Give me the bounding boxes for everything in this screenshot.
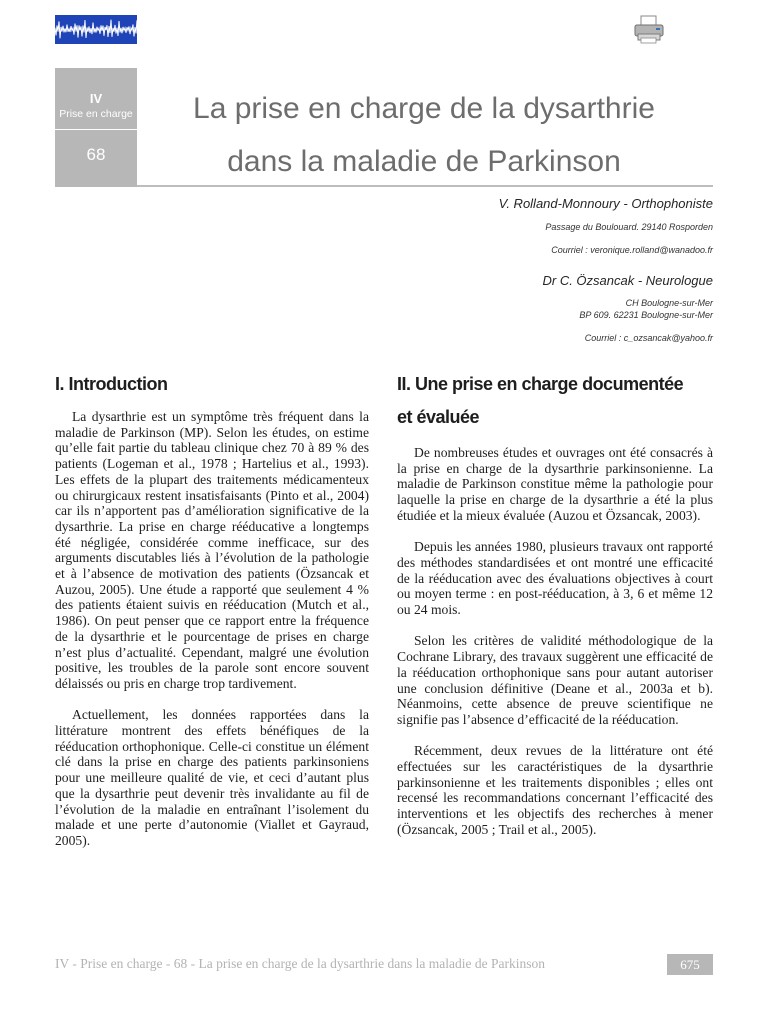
title-line-2: dans la maladie de Parkinson [227, 145, 621, 178]
footer-running-title: IV - Prise en charge - 68 - La prise en charge de la dysarthrie dans la maladie de Parkinson [55, 956, 545, 971]
heading-line-1: II. Une prise en charge documentée [397, 374, 684, 394]
documented-paragraph-1: De nombreuses études et ouvrages ont été consacrés à la prise en charge de la dysarthrie parkinsonienne. La maladie de Parkinson constitue même la pathologie pour laquelle la prise en charge de la dysarthrie a été la plus étudiée et la mieux évaluée (Auzou et Özsancak, 2003). [397, 445, 713, 523]
section-number: IV [89, 91, 103, 106]
documented-paragraph-3: Selon les critères de validité méthodologique de la Cochrane Library, des travaux suggèrent une efficacité de la rééducation orthophonique sans pour autant autoriser une conclusion définitive (Deane et al., 2003a et b). Néanmoins, cette absence de preuve scientifique ne signifie pas l’absence d’efficacité de la rééducation. [397, 633, 713, 727]
footer-page-number: 675 [667, 954, 713, 975]
author-2-name: Dr C. Özsancak - Neurologue [542, 273, 713, 288]
waveform-logo-icon [55, 15, 137, 44]
section-heading-introduction: I. Introduction [55, 374, 168, 394]
author-1-address: Passage du Boulouard. 29140 Rosporden [545, 222, 713, 232]
intro-paragraph-1: La dysarthrie est un symptôme très fréquent dans la maladie de Parkinson (MP). Selon les études, on estime qu’elle fait partie du tableau clinique chez 70 à 89 % des patients (Logeman et al., 1978 ; Hartelius et al., 1993). Les effets de la plupart des traitements médicamenteux ou chirurgicaux restent insatisfaisants (Pinto et al., 2004) car ils n’apportent pas d’amélioration significative de la dysarthrie. La prise en charge rééducative a longtemps été négligée, considérée comme inefficace, sur des arguments discutables liés à l’évolution de la pathologie et à l’absence de motivation des patients (Özsancak et Auzou, 2005). Une étude a rapporté que seulement 4 % des patients étaient suivis en rééducation (Mutch et al., 1986). On peut penser que ce rapport entre la fréquence de la dysarthrie et le pourcentage de prises en charge n’est plus d’actualité. Cependant, malgré une évolution positive, les troubles de la parole sont encore souvent délaissés ou pris en charge trop tardivement. [55, 409, 369, 691]
author-2-address-line-1: CH Boulogne-sur-Mer [625, 298, 713, 308]
author-1-email[interactable]: Courriel : veronique.rolland@wanadoo.fr [551, 245, 713, 255]
section-page-number: 68 [86, 145, 106, 164]
documented-paragraph-2: Depuis les années 1980, plusieurs travaux ont rapporté des méthodes standardisées et ont montré une efficacité de la rééducation avec des évaluations objectives à court ou moyen terme : en post-rééducation, à 3, 6 et même 12 ou 24 mois. [397, 539, 713, 618]
printer-icon[interactable] [632, 14, 666, 44]
author-2-address-line-2: BP 609. 62231 Boulogne-sur-Mer [579, 310, 713, 320]
author-1-name: V. Rolland-Monnoury - Orthophoniste [498, 196, 713, 211]
heading-line-2: et évaluée [397, 407, 480, 427]
introduction-body [55, 409, 369, 849]
title-underline [137, 185, 713, 187]
intro-paragraph-2: Actuellement, les données rapportées dans la littérature montrent des effets bénéfiques de la rééducation orthophonique. Celle-ci constitue un élément clé dans la prise en charge des patients parkinsoniens pour une meilleure qualité de vie, et ceci d’autant plus que la dysarthrie peut devenir très invalidante au fil de l’évolution de la maladie en entraînant l’isolement du malade et une perte d’autonomie (Viallet et Gayraud, 2005). [55, 707, 369, 848]
author-2-email[interactable]: Courriel : c_ozsancak@yahoo.fr [584, 333, 713, 343]
documented-paragraph-4: Récemment, deux revues de la littérature ont été effectuées sur les caractéristiques de la dysarthrie parkinsonienne et les traitements disponibles ; elles ont recensé les recommandations concernant l’efficacité des interventions et les objectifs des recherches à mener (Özsancak, 2005 ; Trail et al., 2005). [397, 743, 713, 837]
page-title [137, 82, 711, 188]
section-badge [55, 68, 137, 187]
section-heading-documented [397, 368, 683, 434]
title-line-1: La prise en charge de la dysarthrie [193, 92, 655, 125]
documented-body [397, 445, 713, 838]
section-name: Prise en charge [59, 108, 133, 120]
section-divider [55, 129, 137, 130]
